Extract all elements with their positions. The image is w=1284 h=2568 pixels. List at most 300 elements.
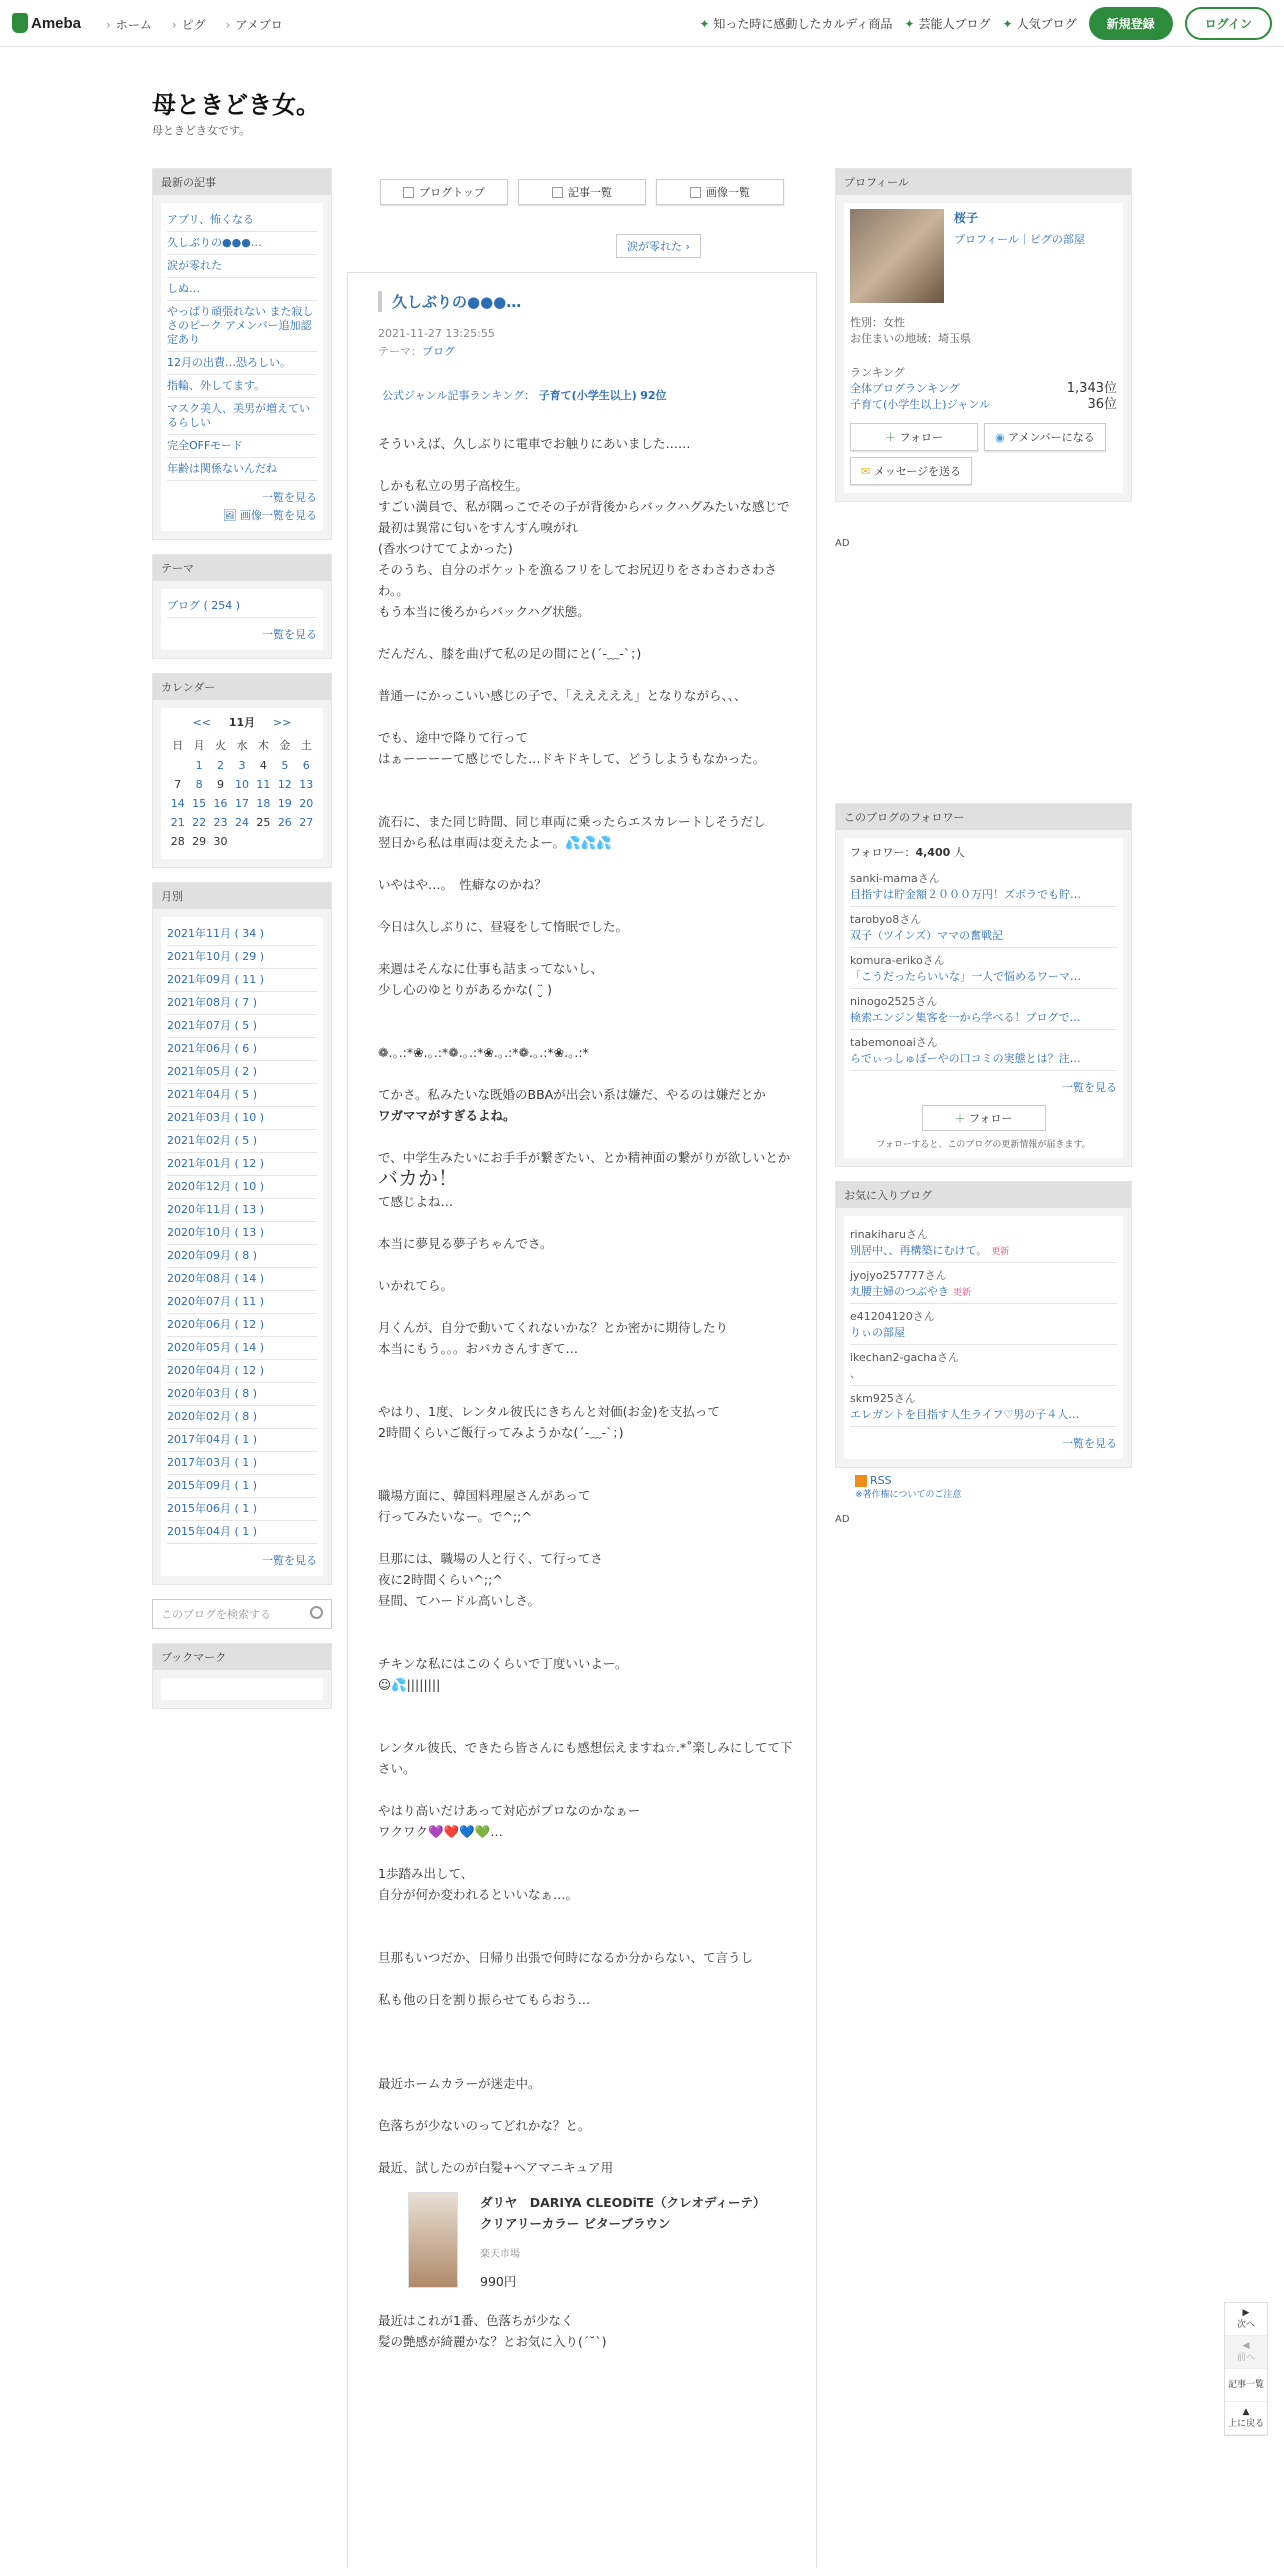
calendar-day[interactable]: 14 bbox=[170, 797, 185, 810]
bookmark-body bbox=[161, 1678, 323, 1700]
calendar-day[interactable]: 17 bbox=[234, 797, 249, 810]
product-name[interactable]: ダリヤ DARIYA CLEODiTE（クレオディーテ）クリアリーカラー ビターブラウン bbox=[480, 2195, 766, 2231]
monthly-more-link[interactable]: 一覧を見る bbox=[262, 1554, 317, 1567]
calendar-weekday: 火 bbox=[215, 739, 227, 752]
article-ranking[interactable] bbox=[382, 387, 667, 403]
calendar-day: 25 bbox=[256, 816, 271, 829]
message-button-label: メッセージを送る bbox=[873, 465, 962, 478]
update-badge: 更新 bbox=[991, 1247, 1010, 1257]
calendar-day[interactable]: 27 bbox=[299, 816, 314, 829]
monthly-archive-item[interactable]: 2021年06月 ( 6 ) bbox=[167, 1038, 317, 1061]
article-text-line: やはり高いだけあって対応がプロなのかなぁー bbox=[378, 1803, 641, 1818]
calendar-day: 28 bbox=[170, 835, 185, 848]
calendar-day[interactable]: 19 bbox=[277, 797, 292, 810]
article-text-line: 最初は異常に匂いをすんすん嗅がれ bbox=[378, 520, 579, 535]
recent-article-item[interactable]: マスク美人、美男が増えているらしい bbox=[167, 398, 317, 435]
person-icon: ◉ bbox=[995, 431, 1005, 444]
rank-genre-label[interactable]: 子育て(小学生以上)ジャンル bbox=[850, 398, 991, 411]
monthly-archive-item[interactable]: 2021年11月 ( 34 ) bbox=[167, 923, 317, 946]
calendar-day[interactable]: 22 bbox=[192, 816, 207, 829]
calendar-day[interactable]: 15 bbox=[192, 797, 207, 810]
recent-article-item[interactable]: 年齢は関係ないんだね bbox=[167, 458, 317, 481]
follower-count-value: 4,400 bbox=[915, 846, 951, 859]
calendar-day: 29 bbox=[192, 835, 207, 848]
rss-link[interactable] bbox=[855, 1474, 961, 1487]
right-sidebar-lower bbox=[835, 803, 1132, 1482]
rss-label: RSS bbox=[870, 1474, 892, 1487]
article-text-line: 少し心のゆとりがあるかな( ¨̮ ) bbox=[378, 982, 552, 997]
header-link-celebrity[interactable]: ✦ 芸能人ブログ bbox=[904, 15, 990, 32]
rss-block bbox=[855, 1474, 961, 1500]
para-baka: バカか！ bbox=[378, 1166, 458, 1190]
theme-list bbox=[161, 589, 323, 650]
calendar-day[interactable]: 21 bbox=[170, 816, 185, 829]
calendar-day[interactable]: 8 bbox=[195, 778, 203, 791]
calendar-prev[interactable]: << bbox=[192, 716, 211, 729]
follower-name[interactable]: sanki-mamaさん bbox=[850, 872, 940, 885]
float-next-label: 次へ bbox=[1236, 2320, 1255, 2330]
ameba-logo-icon bbox=[12, 13, 28, 33]
favorites-module bbox=[835, 1181, 1132, 1468]
favorite-blog-title-text: 丸腰主婦のつぶやき bbox=[850, 1285, 949, 1298]
follower-blog-title[interactable]: 目指すは貯金額２０００万円！ズボラでも貯… bbox=[850, 888, 1081, 901]
recent-articles-module bbox=[152, 168, 332, 540]
calendar-day[interactable]: 10 bbox=[234, 778, 249, 791]
monthly-archive-item[interactable]: 2020年03月 ( 8 ) bbox=[167, 1383, 317, 1406]
plus-icon: ＋ bbox=[954, 1112, 970, 1125]
calendar-day bbox=[253, 832, 274, 851]
follower-item[interactable] bbox=[850, 948, 1117, 989]
article-text-line: 旦那には、職場の人と行く、て行ってさ bbox=[378, 1551, 603, 1566]
favorite-blog-owner[interactable]: e41204120さん bbox=[850, 1310, 935, 1323]
follow-button-2[interactable] bbox=[922, 1105, 1046, 1131]
followers-heading: このブログのフォロワー bbox=[836, 804, 1131, 830]
calendar-day bbox=[167, 756, 188, 775]
follower-blog-title[interactable]: らでぃっしゅぼーやの口コミの実態とは？注… bbox=[850, 1052, 1081, 1065]
calendar-module bbox=[152, 673, 332, 868]
home-icon bbox=[403, 187, 414, 198]
article-theme bbox=[378, 343, 455, 359]
calendar-next[interactable]: >> bbox=[273, 716, 292, 729]
follower-count-suffix: 人 bbox=[953, 846, 965, 859]
monthly-archive-item[interactable]: 2021年08月 ( 7 ) bbox=[167, 992, 317, 1015]
ad-label: AD bbox=[835, 538, 850, 549]
article-text-line: 1歩踏み出して、 bbox=[378, 1866, 474, 1881]
play-icon: ▶ bbox=[1242, 2308, 1250, 2318]
article-text-line: しかも私立の男子高校生。 bbox=[378, 478, 529, 493]
article-text-line: 普通ーにかっこいい感じの子で、「えええええ」となりながら、、、 bbox=[378, 688, 747, 703]
floating-nav bbox=[1224, 2302, 1268, 2436]
monthly-archive-item[interactable]: 2020年07月 ( 11 ) bbox=[167, 1291, 317, 1314]
left-sidebar bbox=[152, 168, 332, 1723]
follower-count-label: フォロワー： bbox=[850, 846, 916, 859]
theme-item-blog[interactable]: ブログ ( 254 ) bbox=[167, 595, 317, 618]
tab-image-list-label: 画像一覧 bbox=[706, 186, 750, 199]
favorite-blog-title[interactable] bbox=[850, 1283, 1117, 1299]
follower-blog-title[interactable]: 検索エンジン集客を一から学べる！ブログで… bbox=[850, 1011, 1081, 1024]
article-title[interactable]: 久しぶりの●●●… bbox=[378, 291, 521, 312]
product-price: 990円 bbox=[480, 2274, 517, 2289]
monthly-archive-item[interactable]: 2020年02月 ( 8 ) bbox=[167, 1406, 317, 1429]
global-nav bbox=[106, 16, 283, 33]
monthly-archive-item[interactable]: 2020年06月 ( 12 ) bbox=[167, 1314, 317, 1337]
float-list-label: 記事一覧 bbox=[1227, 2380, 1264, 2390]
image-list-icon: 🖼 bbox=[222, 509, 237, 522]
monthly-list bbox=[161, 917, 323, 1576]
profile-links[interactable]: プロフィール｜ピグの部屋 bbox=[954, 233, 1085, 246]
calendar-weekday: 月 bbox=[193, 739, 205, 752]
article-body bbox=[378, 433, 798, 2352]
para-bold-text: ワガママがすぎるよね。 bbox=[378, 1108, 516, 1123]
article-text-line: そういえば、久しぶりに電車でお触りにあいました…… bbox=[378, 436, 691, 451]
calendar-day[interactable]: 16 bbox=[213, 797, 228, 810]
article-text-line: 昼間、てハードル高いしさ。 bbox=[378, 1593, 541, 1608]
article-rank-value: 92位 bbox=[640, 389, 667, 402]
article-text-line: 翌日から私は車両は変えたよー。💦💦💦 bbox=[378, 835, 612, 850]
monthly-archive-item[interactable]: 2020年12月 ( 10 ) bbox=[167, 1176, 317, 1199]
favorite-blog-item[interactable] bbox=[850, 1345, 1117, 1386]
monthly-archive-item[interactable]: 2021年01月 ( 12 ) bbox=[167, 1153, 317, 1176]
profile-name[interactable]: 桜子 bbox=[954, 211, 979, 225]
favorite-blog-item[interactable] bbox=[850, 1222, 1117, 1263]
amember-button-label: アメンバーになる bbox=[1008, 431, 1095, 444]
para-takasa: てかさ。私みたいな既婚のBBAが出会い系は嫌だ、やるのは嫌だとか bbox=[378, 1087, 766, 1102]
blog-description: 母ときどき女です。 bbox=[152, 124, 251, 137]
followers-more-link[interactable]: 一覧を見る bbox=[1062, 1081, 1117, 1094]
article-text-line: 2時間くらいご飯行ってみようかな(´-﹏-`；) bbox=[378, 1425, 624, 1440]
blog-search[interactable] bbox=[152, 1599, 332, 1629]
article-text-line: ☺︎💦|||||||| bbox=[378, 1677, 441, 1692]
article-text-line: 職場方面に、韓国料理屋さんがあって bbox=[378, 1488, 591, 1503]
article-text-line: 夜に2時間くらい^;;^ bbox=[378, 1572, 503, 1587]
header-right bbox=[699, 7, 1272, 40]
update-badge: 更新 bbox=[953, 1288, 972, 1298]
calendar-weekday: 水 bbox=[236, 739, 248, 752]
float-top-label: 上に戻る bbox=[1227, 2419, 1264, 2429]
calendar-weekday: 土 bbox=[300, 739, 312, 752]
article-text-line: でも、途中で降りて行って bbox=[378, 730, 529, 745]
follower-name[interactable]: tarobyo8さん bbox=[850, 913, 922, 926]
monthly-archive-item[interactable]: 2021年07月 ( 5 ) bbox=[167, 1015, 317, 1038]
recent-articles-heading: 最新の記事 bbox=[153, 169, 331, 195]
tab-article-list[interactable] bbox=[518, 179, 646, 205]
article-text-line: 流石に、また同じ時間、同じ車両に乗ったらエスカレートしそうだし bbox=[378, 814, 766, 829]
ameba-logo[interactable] bbox=[12, 13, 81, 33]
recent-more-link[interactable]: 一覧を見る bbox=[262, 491, 317, 504]
favorite-blog-title-text: 別居中、、再構築にむけて。 bbox=[850, 1244, 988, 1257]
para-naka bbox=[378, 1147, 798, 1191]
article-text-line: はぁーーーーて感じでした…ドキドキして、どうしようもなかった。 bbox=[378, 751, 766, 766]
image-list-label: 画像一覧を見る bbox=[240, 509, 317, 522]
calendar-month: 11月 bbox=[228, 716, 256, 729]
up-icon: ▲ bbox=[1242, 2407, 1250, 2417]
camera-icon bbox=[690, 187, 701, 198]
monthly-archive-item[interactable]: 2020年11月 ( 13 ) bbox=[167, 1199, 317, 1222]
ameba-logo-text: Ameba bbox=[31, 14, 82, 32]
theme-heading: テーマ bbox=[153, 555, 331, 581]
article-text-line: 月くんが、自分で動いてくれないかな？とか密かに期待したり bbox=[378, 1320, 729, 1335]
float-list[interactable] bbox=[1225, 2369, 1267, 2402]
message-button[interactable] bbox=[850, 457, 972, 485]
monthly-archive-item[interactable]: 2015年06月 ( 1 ) bbox=[167, 1498, 317, 1521]
article-text-line: 色落ちが少ないのってどれかな？と。 bbox=[378, 2118, 591, 2133]
monthly-archive-item[interactable]: 2021年10月 ( 29 ) bbox=[167, 946, 317, 969]
tab-blog-top-label: ブログトップ bbox=[419, 186, 485, 199]
favorite-blog-title-text: エレガントを目指す人生ライフ♡男の子４人… bbox=[850, 1408, 1080, 1421]
follower-count bbox=[850, 844, 1117, 860]
follower-item[interactable] bbox=[850, 866, 1117, 907]
amember-button[interactable] bbox=[984, 423, 1106, 451]
image-list-link[interactable] bbox=[167, 507, 317, 523]
article-text-line: 自分が何か変われるといいなぁ…。 bbox=[378, 1887, 579, 1902]
header-link-popular[interactable]: ✦ 人気ブログ bbox=[1003, 15, 1077, 32]
monthly-archive-item[interactable]: 2020年04月 ( 12 ) bbox=[167, 1360, 317, 1383]
profile-heading: プロフィール bbox=[836, 169, 1131, 195]
article-text-line: 私も他の日を割り振らせてもらおう… bbox=[378, 1992, 591, 2007]
article-text-line: 最近はこれが1番、色落ちが少なく bbox=[378, 2313, 574, 2328]
tab-blog-top[interactable] bbox=[380, 179, 508, 205]
previous-article-link[interactable] bbox=[616, 234, 701, 258]
follower-item[interactable] bbox=[850, 907, 1117, 948]
article-text-line: 最近ホームカラーが迷走中。 bbox=[378, 2076, 541, 2091]
plus-icon: ＋ bbox=[885, 431, 897, 444]
calendar-heading: カレンダー bbox=[153, 674, 331, 700]
article-text-line: 今日は久しぶりに、昼寝をして惰眠でした。 bbox=[378, 919, 629, 934]
chevron-right-icon: › bbox=[685, 240, 690, 253]
article-theme-link[interactable]: ブログ bbox=[422, 345, 455, 358]
article-rank-genre: 子育て(小学生以上) bbox=[538, 389, 637, 402]
calendar-weekday: 日 bbox=[172, 739, 184, 752]
follower-name[interactable]: tabemonoaiさん bbox=[850, 1036, 938, 1049]
rss-icon bbox=[855, 1475, 867, 1487]
calendar-grid bbox=[167, 734, 317, 851]
monthly-archive-item[interactable]: 2020年10月 ( 13 ) bbox=[167, 1222, 317, 1245]
bookmark-heading: ブックマーク bbox=[153, 1644, 331, 1670]
favorite-blog-title[interactable] bbox=[850, 1324, 1117, 1340]
tab-image-list[interactable] bbox=[656, 179, 784, 205]
calendar-day[interactable]: 5 bbox=[281, 759, 289, 772]
para-naka2: て感じよね… bbox=[378, 1194, 454, 1209]
calendar-day: 9 bbox=[217, 778, 225, 791]
follower-name[interactable]: ninogo2525さん bbox=[850, 995, 938, 1008]
nav-ameblo[interactable]: › アメブロ bbox=[226, 16, 283, 33]
para-naka-text: で、中学生みたいにお手手が繋ぎたい、とか精神面の繋がりが欲しいとか bbox=[378, 1150, 791, 1165]
calendar-day[interactable]: 1 bbox=[195, 759, 203, 772]
article-theme-label: テーマ： bbox=[378, 345, 422, 358]
product-image[interactable] bbox=[408, 2192, 458, 2288]
article-text-line: チキンな私にはこのくらいで丁度いいよー。 bbox=[378, 1656, 628, 1671]
copyright-note[interactable]: ※著作権についてのご注意 bbox=[855, 1490, 962, 1500]
calendar-day[interactable]: 3 bbox=[238, 759, 246, 772]
favorite-blog-title-text: 、 bbox=[850, 1367, 861, 1380]
tab-article-list-label: 記事一覧 bbox=[568, 186, 612, 199]
calendar-day[interactable]: 24 bbox=[234, 816, 249, 829]
header-link-kaldi[interactable]: ✦ 知った時に感動したカルディ商品 bbox=[699, 15, 892, 32]
favorite-blog-item[interactable] bbox=[850, 1263, 1117, 1304]
calendar-day[interactable]: 20 bbox=[299, 797, 314, 810]
recent-article-item[interactable]: 涙が零れた bbox=[167, 255, 317, 278]
article-rank-label: 公式ジャンル記事ランキング： bbox=[382, 389, 536, 402]
theme-module bbox=[152, 554, 332, 659]
bookmark-module bbox=[152, 1643, 332, 1709]
favorite-blog-title-text: りぃの部屋 bbox=[850, 1326, 905, 1339]
favorite-blog-owner[interactable]: ikechan2-gachaさん bbox=[850, 1351, 959, 1364]
calendar-day[interactable]: 2 bbox=[217, 759, 225, 772]
calendar-day[interactable]: 13 bbox=[299, 778, 314, 791]
calendar-weekday: 木 bbox=[257, 739, 269, 752]
monthly-archive-item[interactable]: 2017年03月 ( 1 ) bbox=[167, 1452, 317, 1475]
previous-article-label: 涙が零れた bbox=[627, 240, 682, 253]
nav-pigg[interactable]: › ピグ bbox=[172, 16, 206, 33]
article-text-line: だんだん、膝を曲げて私の足の間にと(´-﹏-`；) bbox=[378, 646, 642, 661]
recent-article-item[interactable]: 指輪、外してます。 bbox=[167, 375, 317, 398]
calendar-day[interactable]: 23 bbox=[213, 816, 228, 829]
follower-name[interactable]: komura-erikoさん bbox=[850, 954, 945, 967]
article-text-line: すごい満員で、私が隅っこでその子が背後からバックハグみたいな感じで bbox=[378, 499, 790, 514]
follower-blog-title[interactable]: 「こうだったらいいな」一人で悩めるワーマ… bbox=[850, 970, 1081, 983]
recent-article-item[interactable]: アプリ、怖くなる bbox=[167, 209, 317, 232]
nav-home[interactable]: › ホーム bbox=[106, 16, 152, 33]
followers-module bbox=[835, 803, 1132, 1167]
article-text-line: 来週はそんなに仕事も詰まってないし、 bbox=[378, 961, 604, 976]
article-text-line: いかれてら。 bbox=[378, 1278, 454, 1293]
article-text-line: (香水つけててよかった) bbox=[378, 541, 513, 556]
favorite-blog-title[interactable] bbox=[850, 1365, 1117, 1381]
profile-buttons bbox=[850, 423, 1117, 485]
monthly-heading: 月別 bbox=[153, 883, 331, 909]
favorites-more-link[interactable]: 一覧を見る bbox=[1062, 1437, 1117, 1450]
article-text-line: やはり、1度、レンタル彼氏にきちんと対価(お金)を支払って bbox=[378, 1404, 720, 1419]
article-text-line: 本当にもう。。。おバカさんすぎて… bbox=[378, 1341, 579, 1356]
calendar-day: 7 bbox=[174, 778, 182, 791]
global-header bbox=[0, 0, 1284, 47]
follower-item[interactable] bbox=[850, 989, 1117, 1030]
favorite-blog-item[interactable] bbox=[850, 1386, 1117, 1427]
calendar-day bbox=[296, 832, 317, 851]
profile-ranking bbox=[850, 365, 1117, 413]
profile-module bbox=[835, 168, 1132, 502]
favorite-blog-owner[interactable]: rinakiharuさん bbox=[850, 1228, 928, 1241]
article-text-line: 髪の艶感が綺麗かな？とお気に入り(´˘`) bbox=[378, 2334, 607, 2349]
float-next[interactable] bbox=[1225, 2303, 1267, 2336]
rank-overall-value: 1,343位 bbox=[1066, 381, 1117, 396]
article-text-line: 本当に夢見る夢子ちゃんでさ。 bbox=[378, 1236, 553, 1251]
avatar[interactable] bbox=[850, 209, 944, 303]
monthly-archive-item[interactable]: 2021年05月 ( 2 ) bbox=[167, 1061, 317, 1084]
favorite-blog-item[interactable] bbox=[850, 1304, 1117, 1345]
register-button[interactable]: 新規登録 bbox=[1089, 7, 1173, 40]
recent-article-item[interactable]: 久しぶりの●●●… bbox=[167, 232, 317, 255]
favorite-blog-owner[interactable]: skm925さん bbox=[850, 1392, 916, 1405]
follow-note: フォローすると、このブログの更新情報が届きます。 bbox=[876, 1140, 1091, 1150]
article-text-line: そのうち、自分のポケットを漁るフリをしてお尻辺りをさわさわさわさわ。。 bbox=[378, 562, 777, 598]
blog-search-input[interactable]: このブログを検索する bbox=[161, 1608, 271, 1621]
calendar-month-nav bbox=[167, 714, 317, 730]
calendar-body bbox=[161, 708, 323, 859]
calendar-day: 30 bbox=[213, 835, 228, 848]
recent-article-item[interactable]: しぬ… bbox=[167, 278, 317, 301]
ad-label-2: AD bbox=[835, 1514, 850, 1525]
article-date: 2021-11-27 13:25:55 bbox=[378, 327, 495, 340]
follower-item[interactable] bbox=[850, 1030, 1117, 1071]
monthly-archive-item[interactable]: 2015年04月 ( 1 ) bbox=[167, 1521, 317, 1544]
profile-area: お住まいの地域：埼玉県 bbox=[850, 332, 971, 345]
recent-article-item[interactable]: 12月の出費…恐ろしい。 bbox=[167, 352, 317, 375]
follow-button-label: フォロー bbox=[899, 431, 943, 444]
calendar-day[interactable]: 6 bbox=[302, 759, 310, 772]
calendar-day: 4 bbox=[259, 759, 267, 772]
search-icon[interactable] bbox=[310, 1606, 323, 1619]
article-text-line: もう本当に後ろからバックハグ状態。 bbox=[378, 604, 590, 619]
article-text-line: 旦那もいつだか、日帰り出張で何時になるか分からない、て言うし bbox=[378, 1950, 754, 1965]
calendar-day bbox=[274, 832, 295, 851]
sparkle-divider: ❁.｡.:*❀.｡.:*❁.｡.:*❀.｡.:*❁.｡.:*❀.｡.:* bbox=[378, 1045, 589, 1060]
monthly-archive-item[interactable]: 2021年09月 ( 11 ) bbox=[167, 969, 317, 992]
calendar-day[interactable]: 12 bbox=[277, 778, 292, 791]
ranking-heading: ランキング bbox=[850, 366, 905, 379]
monthly-archive-item[interactable]: 2020年08月 ( 14 ) bbox=[167, 1268, 317, 1291]
recent-article-item[interactable]: やっぱり頑張れない また寂しさのピーク アメンバー追加認定あり bbox=[167, 301, 317, 352]
para-bold bbox=[378, 1105, 798, 1126]
monthly-archive-item[interactable]: 2020年09月 ( 8 ) bbox=[167, 1245, 317, 1268]
monthly-archive-item[interactable]: 2015年09月 ( 1 ) bbox=[167, 1475, 317, 1498]
profile-info bbox=[850, 315, 1117, 347]
right-sidebar bbox=[835, 168, 1132, 516]
calendar-day[interactable]: 11 bbox=[256, 778, 271, 791]
monthly-archive-item[interactable]: 2020年05月 ( 14 ) bbox=[167, 1337, 317, 1360]
monthly-archive-item[interactable]: 2021年02月 ( 5 ) bbox=[167, 1130, 317, 1153]
calendar-day[interactable]: 18 bbox=[256, 797, 271, 810]
product-card[interactable] bbox=[408, 2192, 798, 2292]
monthly-archive-item[interactable]: 2017年04月 ( 1 ) bbox=[167, 1429, 317, 1452]
article-text-line: 行ってみたいなー。で^;;^ bbox=[378, 1509, 532, 1524]
article-text-line: いやはや…。 性癖なのかね？ bbox=[378, 877, 547, 892]
product-shop: 楽天市場 bbox=[480, 2249, 520, 2260]
profile-body bbox=[844, 203, 1123, 493]
article-text-line: レンタル彼氏、できたら皆さんにも感想伝えますね☆.*˚楽しみにしてて下さい。 bbox=[378, 1740, 793, 1776]
back-icon: ◀ bbox=[1242, 2341, 1250, 2351]
profile-gender: 性別：女性 bbox=[850, 316, 905, 329]
mail-icon: ✉ bbox=[861, 465, 871, 478]
float-prev[interactable] bbox=[1225, 2336, 1267, 2369]
article-text-line: 最近、試したのが白髪+ヘアマニキュア用 bbox=[378, 2160, 614, 2175]
article bbox=[347, 272, 817, 2568]
article-text-line: ワクワク💜❤️💙💚… bbox=[378, 1824, 503, 1839]
follower-blog-title[interactable]: 双子（ツインズ）ママの奮戦記 bbox=[850, 929, 1004, 942]
float-prev-label: 前へ bbox=[1236, 2353, 1255, 2363]
blog-tabs bbox=[380, 179, 784, 205]
monthly-archive-item[interactable]: 2021年04月 ( 5 ) bbox=[167, 1084, 317, 1107]
monthly-archive-item[interactable]: 2021年03月 ( 10 ) bbox=[167, 1107, 317, 1130]
recent-article-item[interactable]: 完全OFFモード bbox=[167, 435, 317, 458]
favorites-heading: お気に入りブログ bbox=[836, 1182, 1131, 1208]
favorite-blog-owner[interactable]: jyojyo257777さん bbox=[850, 1269, 947, 1282]
float-top[interactable] bbox=[1225, 2402, 1267, 2435]
monthly-module bbox=[152, 882, 332, 1585]
theme-more-link[interactable]: 一覧を見る bbox=[262, 628, 317, 641]
rank-overall-label[interactable]: 全体ブログランキング bbox=[850, 382, 960, 395]
followers-list bbox=[844, 838, 1123, 1158]
calendar-day[interactable]: 26 bbox=[277, 816, 292, 829]
login-button[interactable]: ログイン bbox=[1185, 7, 1272, 40]
follow-button[interactable] bbox=[850, 423, 978, 451]
favorite-blog-title[interactable] bbox=[850, 1406, 1117, 1422]
blog-title[interactable]: 母ときどき女。 bbox=[152, 90, 320, 119]
recent-articles-list bbox=[161, 203, 323, 531]
favorite-blog-title[interactable] bbox=[850, 1242, 1117, 1258]
calendar-weekday: 金 bbox=[279, 739, 291, 752]
favorites-list bbox=[844, 1216, 1123, 1459]
